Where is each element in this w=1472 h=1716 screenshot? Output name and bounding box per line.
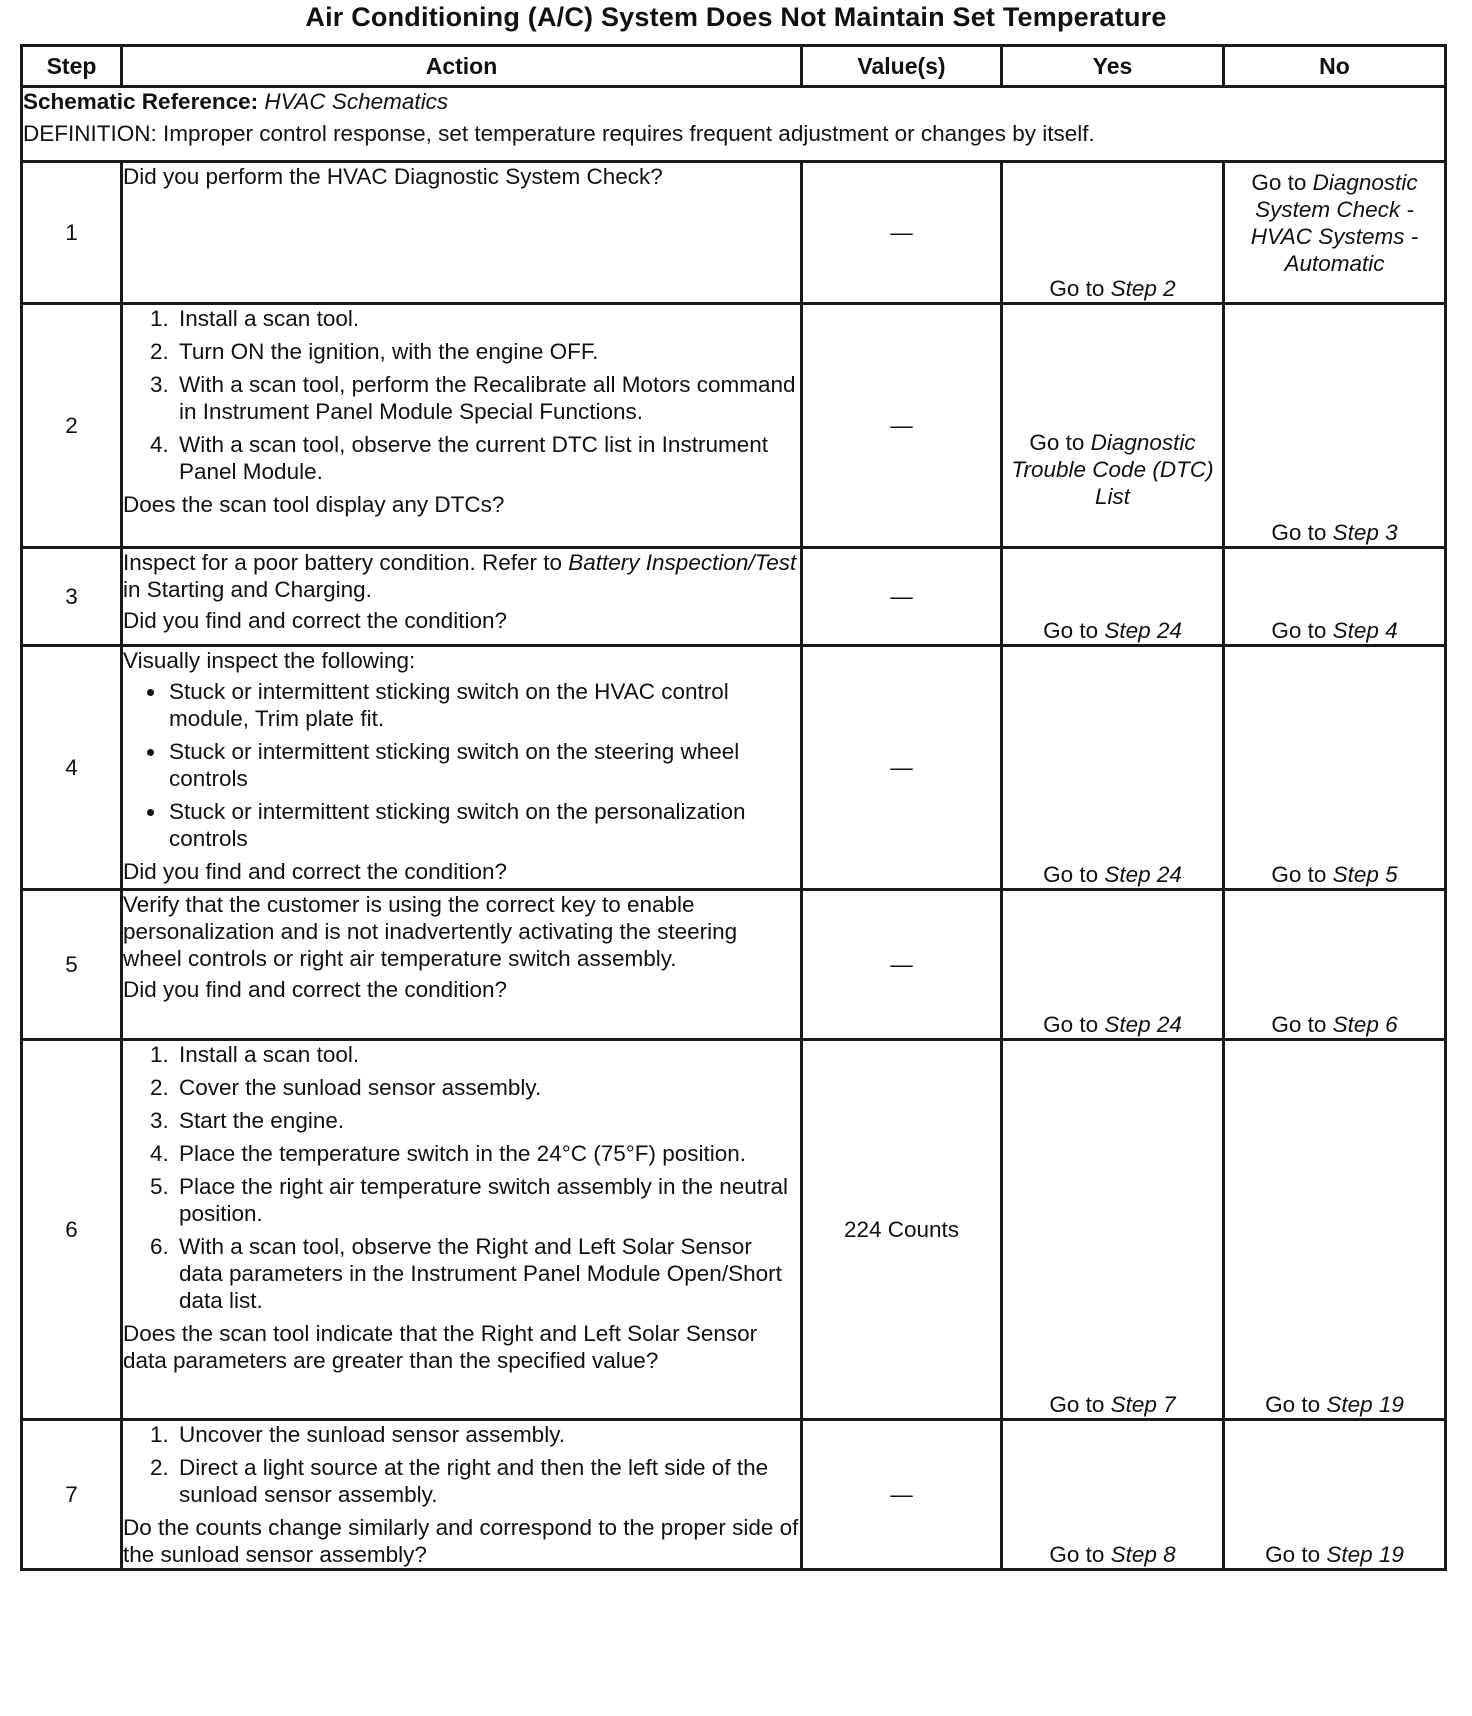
list-item: 3. Start the engine. <box>175 1107 800 1134</box>
yes-prefix: Go to <box>1049 276 1105 301</box>
yes-cell <box>1002 162 1224 304</box>
table-row <box>22 548 1446 646</box>
action-cell <box>122 890 802 1040</box>
action-instruction <box>123 549 800 603</box>
yes-prefix: Go to <box>1043 862 1099 887</box>
yes-target: Step 8 <box>1110 1542 1176 1567</box>
action-cell <box>122 1040 802 1420</box>
list-item: 2. Turn ON the ignition, with the engine OFF. <box>175 338 800 365</box>
schematic-reference-label: Schematic Reference: <box>23 89 259 114</box>
yes-cell <box>1002 646 1224 890</box>
no-prefix: Go to <box>1251 170 1307 195</box>
list-item: 1. Install a scan tool. <box>175 305 800 332</box>
header-action: Action <box>122 46 802 87</box>
definition-text: DEFINITION: Improper control response, set temperature requires frequent adjustment or changes by itself. <box>23 121 1095 146</box>
no-cell <box>1224 1420 1446 1570</box>
step-number: 3 <box>22 548 122 646</box>
yes-cell <box>1002 304 1224 548</box>
yes-prefix: Go to <box>1029 430 1085 455</box>
list-item: 2. Cover the sunload sensor assembly. <box>175 1074 800 1101</box>
battery-inspection-link: Battery Inspection/Test <box>568 550 797 575</box>
step-number: 1 <box>22 162 122 304</box>
header-step: Step <box>22 46 122 87</box>
action-steps-list <box>123 305 800 485</box>
list-item: 6. With a scan tool, observe the Right and Left Solar Sensor data parameters in the Instrument Panel Module Open/Short data list. <box>175 1233 800 1314</box>
value-cell: — <box>802 890 1002 1040</box>
yes-target: Step 24 <box>1104 618 1182 643</box>
list-item: 4. Place the temperature switch in the 24°C (75°F) position. <box>175 1140 800 1167</box>
action-question: Did you find and correct the condition? <box>123 608 507 633</box>
step-number: 2 <box>22 304 122 548</box>
list-item: 1. Install a scan tool. <box>175 1041 800 1068</box>
no-cell <box>1224 162 1446 304</box>
list-item: • Stuck or intermittent sticking switch on the personalization controls <box>167 798 800 852</box>
no-cell <box>1224 1040 1446 1420</box>
table-row <box>22 304 1446 548</box>
value-cell: — <box>802 304 1002 548</box>
table-header-row <box>22 46 1446 87</box>
action-question: Did you find and correct the condition? <box>123 977 507 1002</box>
no-prefix: Go to <box>1271 618 1327 643</box>
no-target: Step 4 <box>1332 618 1398 643</box>
reference-cell <box>22 87 1446 162</box>
table-row <box>22 162 1446 304</box>
value-cell: — <box>802 162 1002 304</box>
yes-prefix: Go to <box>1049 1392 1105 1417</box>
action-cell <box>122 646 802 890</box>
action-cell <box>122 548 802 646</box>
yes-target: Diagnostic Trouble Code (DTC) List <box>1011 430 1214 509</box>
no-cell <box>1224 646 1446 890</box>
header-no: No <box>1224 46 1446 87</box>
action-cell <box>122 162 802 304</box>
yes-cell <box>1002 548 1224 646</box>
action-question: Does the scan tool indicate that the Right and Left Solar Sensor data parameters are greater than the specified value? <box>123 1321 758 1373</box>
list-item: 4. With a scan tool, observe the current DTC list in Instrument Panel Module. <box>175 431 800 485</box>
list-item: 5. Place the right air temperature switch assembly in the neutral position. <box>175 1173 800 1227</box>
action-steps-list <box>123 1041 800 1314</box>
yes-cell <box>1002 1040 1224 1420</box>
no-cell <box>1224 304 1446 548</box>
table-row <box>22 646 1446 890</box>
no-target: Step 19 <box>1326 1392 1404 1417</box>
step-number: 6 <box>22 1040 122 1420</box>
value-cell: — <box>802 548 1002 646</box>
no-target: Step 5 <box>1332 862 1398 887</box>
action-instruction: Visually inspect the following: <box>123 648 416 673</box>
no-target: Step 3 <box>1332 520 1398 545</box>
yes-target: Step 24 <box>1104 862 1182 887</box>
no-target: Step 6 <box>1332 1012 1398 1037</box>
document-title: Air Conditioning (A/C) System Does Not Maintain Set Temperature <box>305 2 1167 32</box>
yes-cell <box>1002 1420 1224 1570</box>
diagnostic-table <box>20 44 1447 1571</box>
reference-row <box>22 87 1446 162</box>
yes-prefix: Go to <box>1043 1012 1099 1037</box>
table-row <box>22 1420 1446 1570</box>
action-question: Did you perform the HVAC Diagnostic System Check? <box>123 164 663 189</box>
no-prefix: Go to <box>1271 862 1327 887</box>
no-prefix: Go to <box>1271 520 1327 545</box>
yes-cell <box>1002 890 1224 1040</box>
yes-target: Step 7 <box>1110 1392 1176 1417</box>
yes-target: Step 24 <box>1104 1012 1182 1037</box>
action-steps-list <box>123 1421 800 1508</box>
action-question: Do the counts change similarly and correspond to the proper side of the sunload sensor assembly? <box>123 1515 799 1567</box>
no-target: Diagnostic System Check - HVAC Systems - Automatic <box>1250 170 1419 276</box>
no-cell <box>1224 890 1446 1040</box>
step-number: 4 <box>22 646 122 890</box>
step-number: 7 <box>22 1420 122 1570</box>
no-prefix: Go to <box>1265 1392 1321 1417</box>
action-cell <box>122 304 802 548</box>
no-cell <box>1224 548 1446 646</box>
list-item: 1. Uncover the sunload sensor assembly. <box>175 1421 800 1448</box>
step-number: 5 <box>22 890 122 1040</box>
header-values: Value(s) <box>802 46 1002 87</box>
table-row <box>22 890 1446 1040</box>
yes-target: Step 2 <box>1110 276 1176 301</box>
action-cell <box>122 1420 802 1570</box>
action-question: Did you find and correct the condition? <box>123 859 507 884</box>
table-row <box>22 1040 1446 1420</box>
yes-prefix: Go to <box>1043 618 1099 643</box>
action-question: Does the scan tool display any DTCs? <box>123 492 505 517</box>
value-cell: — <box>802 1420 1002 1570</box>
list-item: 3. With a scan tool, perform the Recalibrate all Motors command in Instrument Panel Module Special Functions. <box>175 371 800 425</box>
instruction-text: in Starting and Charging. <box>123 577 372 602</box>
value-cell: — <box>802 646 1002 890</box>
yes-prefix: Go to <box>1049 1542 1105 1567</box>
header-yes: Yes <box>1002 46 1224 87</box>
schematic-reference <box>23 88 1444 115</box>
schematic-reference-link: HVAC Schematics <box>264 89 449 114</box>
list-item: • Stuck or intermittent sticking switch on the HVAC control module, Trim plate fit. <box>167 678 800 732</box>
no-prefix: Go to <box>1265 1542 1321 1567</box>
list-item: 2. Direct a light source at the right and then the left side of the sunload sensor assembly. <box>175 1454 800 1508</box>
action-bullet-list <box>123 678 800 852</box>
list-item: • Stuck or intermittent sticking switch on the steering wheel controls <box>167 738 800 792</box>
no-target: Step 19 <box>1326 1542 1404 1567</box>
action-instruction: Verify that the customer is using the correct key to enable personalization and is not inadvertently activating the steering wheel controls or right air temperature switch assembly. <box>123 892 738 971</box>
value-cell: 224 Counts <box>802 1040 1002 1420</box>
instruction-text: Inspect for a poor battery condition. Refer to <box>123 550 562 575</box>
no-prefix: Go to <box>1271 1012 1327 1037</box>
